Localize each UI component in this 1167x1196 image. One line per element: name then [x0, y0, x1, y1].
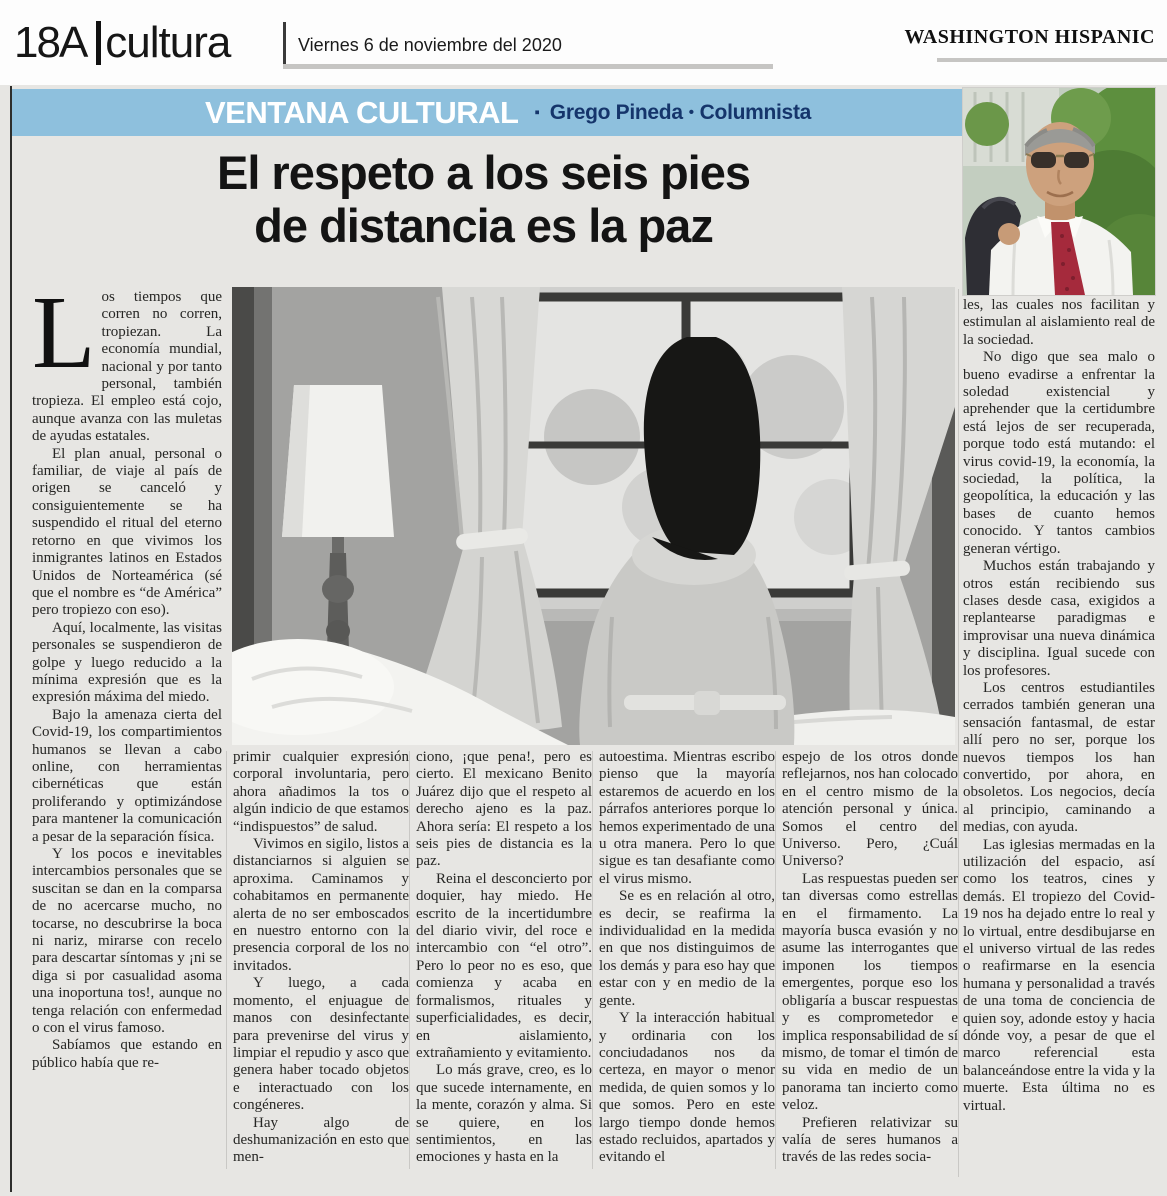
columnist-portrait-photo: [963, 88, 1155, 295]
paragraph: Aquí, localmente, las visitas personales se suspendieron de golpe y luego reducido a la mínima expresión que es la expresión máxima del miedo.: [32, 619, 222, 706]
article-column-5: [782, 749, 958, 1169]
paragraph: Vivimos en sigilo, listos a distanciarnos si alguien se aproxima. Caminamos y cohabitamos en permanente alerta de no ser emboscados en nuestro entorno con la presencia corporal de los no invitados.: [233, 836, 409, 974]
paragraph: Hay algo de deshumanización en esto que men-: [233, 1114, 409, 1166]
paragraph: Sabíamos que estando en público había que re-: [32, 1037, 222, 1071]
paragraph: Muchos están trabajando y otros están recibiendo sus clases desde casa, exigidos a replantearse paradigmas e improvisar una nueva dinámica y disciplina. Igual sucede con los profesores.: [963, 558, 1155, 679]
article-photo-woman-at-window: [232, 287, 955, 745]
section-name: cultura: [105, 18, 231, 67]
column-1-paragraphs: [32, 446, 222, 1073]
paragraph: Lo más grave, creo, es lo que sucede internamente, en la mente, corazón y alma. Si se quiere, en los sentimientos, en las emociones y hasta en la: [416, 1062, 592, 1166]
column-rule: [958, 289, 959, 1177]
column-title: VENTANA CULTURAL: [205, 94, 519, 130]
article-column-2: [233, 749, 409, 1169]
headline-line-2: de distancia es la paz: [254, 199, 713, 252]
column-rule: [226, 751, 227, 1169]
lead-paragraph-text: os tiempos que corren no corren, tropiezan. La economía mundial, nacional y por tanto personal, también tropieza. El empleo está cojo, aunque avanza con las muletas de ayudas estatales.: [32, 289, 222, 445]
section-masthead: [14, 18, 230, 68]
article-column-4: [599, 749, 775, 1169]
column-rule: [592, 751, 593, 1169]
article-headline: [12, 146, 955, 252]
paragraph: Reina el desconcierto por doquier, hay miedo. He escrito de la incertidumbre del diario vivir, del roce e intercambio con “el otro”. Pero lo peor no es eso, que comienza y acaba en formalismos, rituales y superficialidades, es decir, en aislamiento, extrañamiento y evitamiento.: [416, 870, 592, 1061]
date-rule: [283, 64, 773, 69]
columnist-portrait-illustration: [963, 88, 1155, 295]
paragraph: Y luego, a cada momento, el enjuague de manos con desinfectante para prevenirse del virus y limpiar el repudio y asco que genera haber tocado objetos e interactuado con los congéneres.: [233, 975, 409, 1114]
article-column-1: [32, 289, 222, 1173]
columnist-name: Grego Pineda: [549, 100, 683, 124]
paragraph: Los centros estudiantiles cerrados también generan una sensación fantasmal, de estar allí pero no ser, porque los nuevos tiempos los han convertido, por ahora, en obsoletos. Los negocios, decía al principio, caminando a medias, con ayuda.: [963, 679, 1155, 836]
bedroom-scene-illustration: [232, 287, 955, 745]
page-header: [0, 0, 1167, 85]
paragraph: El plan anual, personal o familiar, de viaje al país de origen se canceló y consiguientemente se ha suspendido el ritual del eterno retorno en que vivimos los inmigrantes latinos en Estados Unidos de Norteamérica (sé que el nombre es “de América” pero tropiezo con eso).: [32, 445, 222, 619]
paragraph: Y la interacción habitual y ordinaria con los conciudadanos nos da certeza, en mayor o menor medida, de quien somos y lo que somos. Pero en este largo tiempo donde hemos estado recluidos, apartados y evitando el: [599, 1010, 775, 1166]
dateline: [283, 22, 562, 68]
page-number: 18A: [14, 18, 87, 67]
paragraph: Prefieren relativizar su valía de seres humanos a través de las redes socia-: [782, 1114, 958, 1166]
newspaper-name: WASHINGTON HISPANIC: [904, 26, 1155, 48]
article-column-3: [416, 749, 592, 1169]
paragraph: Bajo la amenaza cierta del Covid-19, los compartimientos humanos se llevan a cabo online, con herramientas cibernéticas que están proliferando y optimizándose para mantener la comunicación a pesar de la separación física.: [32, 706, 222, 845]
paragraph: No digo que sea malo o bueno evadirse a enfrentar la soledad existencial y aprehender que la certidumbre está lejos de ser recuperada, porque todo está mutando: el virus covid-19, la economía, la sociedad, la política, la geopolítica, la educación y las bases de cuanto hemos conocido. Y tantos cambios generan vértigo.: [963, 349, 1155, 557]
divider-bar: [96, 21, 101, 65]
lead-paragraph: [32, 289, 222, 446]
paragraph: Las respuestas pueden ser tan diversas como estrellas en el firmamento. La mayoría busca evasión y no asume las interrogantes que imponen los tiempos emergentes, porque eso los obligaría a buscar respuestas y es comprometedor e implica responsabilidad de sí mismo, de tomar el timón de su vida en medio de un panorama tan incierto como veloz.: [782, 870, 958, 1114]
paragraph: Las iglesias mermadas en la utilización del espacio, así como los teatros, cines y demás. El tropiezo del Covid-19 nos ha dejado entre lo real y lo virtual, entre desdibujarse en el universo virtual de las redes o reafirmarse en la esencia humana y personalidad a través de una toma de conciencia de quien soy, adonde estoy y hacia dónde voy, a pesar de que el marco referencial esta balanceándose entre la vida y la muerte. Esta última no es virtual.: [963, 836, 1155, 1114]
date-divider: [283, 22, 286, 68]
paragraph: les, las cuales nos facilitan y estimulan al aislamiento real de la sociedad.: [963, 297, 1155, 348]
article-column-6: [963, 297, 1155, 1177]
columnist-byline: [550, 101, 811, 125]
paragraph: ciono, ¡que pena!, pero es cierto. El mexicano Benito Juárez dijo que el respeto al derecho ajeno es la paz. Ahora sería: El respeto a los seis pies de distancia es la paz.: [416, 749, 592, 870]
column-rule: [775, 751, 776, 1169]
column-rule: [409, 751, 410, 1169]
columnist-role: Columnista: [699, 100, 812, 124]
drop-cap: L: [32, 289, 96, 390]
masthead-rule: [937, 58, 1167, 62]
paragraph: Y los pocos e inevitables intercambios personales que se suscitan se dan en la comparsa de no acercarse mucho, no tocarse, no descubrirse la boca ni nariz, mirarse con recelo para descartar síntomas y ¡ni se diga si por casualidad asoma una inoportuna tos!, aunque no tenga relación con enfermedad o con el virus famoso.: [32, 846, 222, 1037]
headline-line-1: El respeto a los seis pies: [216, 146, 751, 199]
paragraph: espejo de los otros donde reflejarnos, nos han colocado en el centro mismo de la atención personal y única. Somos el centro del Universo. Pero, ¿Cuál Universo?: [782, 749, 958, 870]
issue-date: Viernes 6 de noviembre del 2020: [298, 34, 562, 55]
byline-separator-icon: •: [688, 103, 694, 121]
paragraph: Se es en relación al otro, es decir, se reafirma la individualidad en la medida en que nos distinguimos de los demás y para eso hay que estar con y en medio de la gente.: [599, 888, 775, 1009]
banner-bullet-icon: ▪: [534, 105, 540, 121]
paragraph: primir cualquier expresión corporal involuntaria, pero ahora añadimos la tos o algún indicio de que estamos “indispuestos” de salud.: [233, 749, 409, 835]
paragraph: autoestima. Mientras escribo pienso que la mayoría estaremos de acuerdo en los párrafos anteriores porque lo hemos experimentado de una u otra manera. Pero lo que sigue es tan desafiante como el virus mismo.: [599, 749, 775, 887]
